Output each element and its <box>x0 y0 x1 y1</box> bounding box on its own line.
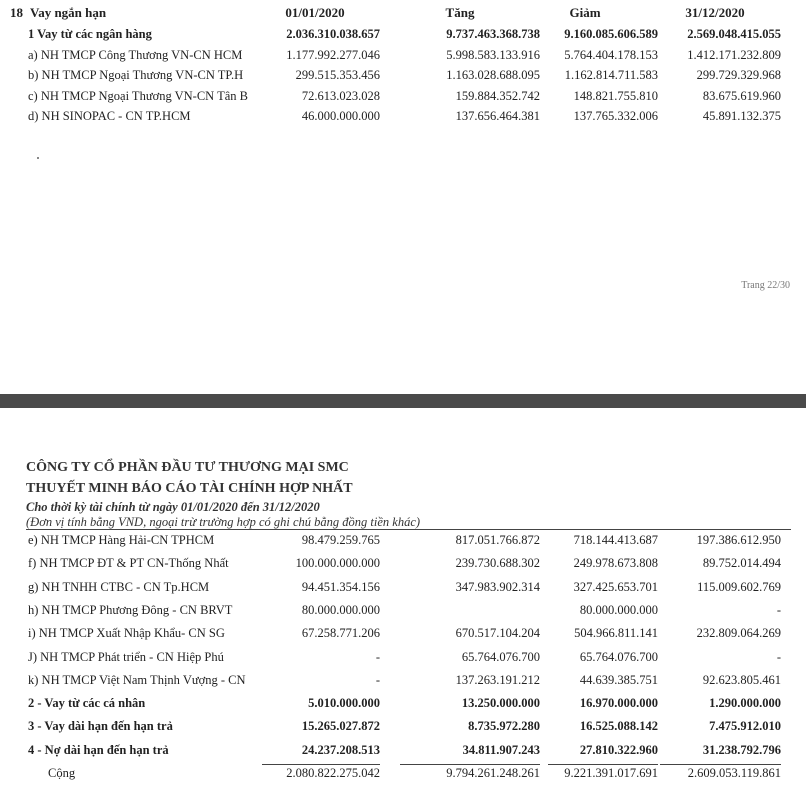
table-header <box>0 5 806 25</box>
value-increase: 159.884.352.742 <box>455 88 540 103</box>
row-label: b) NH TMCP Ngoại Thương VN-CN TP.H <box>28 68 244 82</box>
value-opening: 67.258.771.206 <box>301 626 380 641</box>
value-increase: 347.983.902.314 <box>455 579 540 594</box>
value-decrease: 65.764.076.700 <box>579 649 658 664</box>
value-closing: - <box>776 602 781 617</box>
table-row <box>0 650 806 670</box>
row-label: h) NH TMCP Phương Đông - CN BRVT <box>28 602 233 617</box>
page-1 <box>0 0 806 394</box>
value-closing: 7.475.912.010 <box>709 719 781 734</box>
value-closing: 2.569.048.415.055 <box>687 27 781 41</box>
header-decrease: Giảm <box>569 5 601 20</box>
value-increase: 817.051.766.872 <box>455 533 540 547</box>
value-decrease: 327.425.653.701 <box>573 579 658 594</box>
value-opening: 15.265.027.872 <box>301 719 380 734</box>
total-rule <box>400 764 540 765</box>
row-label: a) NH TMCP Công Thương VN-CN HCM <box>28 47 243 62</box>
value-closing: 83.675.619.960 <box>702 88 781 103</box>
value-closing: 1.412.171.232.809 <box>687 47 781 62</box>
row-label: 2 - Vay từ các cá nhân <box>28 696 146 711</box>
value-opening: 80.000.000.000 <box>301 602 380 617</box>
value-decrease: 249.978.673.808 <box>573 556 658 571</box>
value-opening: 299.515.353.456 <box>295 68 380 82</box>
table-row <box>0 48 806 68</box>
table-row <box>0 89 806 109</box>
table-row <box>0 719 806 739</box>
row-label: d) NH SINOPAC - CN TP.HCM <box>28 109 191 123</box>
value-opening: 46.000.000.000 <box>301 109 380 123</box>
page-separator <box>0 394 806 408</box>
value-opening: 5.010.000.000 <box>308 696 380 711</box>
value-closing: 197.386.612.950 <box>696 533 781 547</box>
value-increase: 65.764.076.700 <box>461 649 540 664</box>
value-opening: - <box>375 672 380 687</box>
table-row <box>0 27 806 47</box>
value-opening: 1.177.992.277.046 <box>286 47 380 62</box>
stray-dot <box>37 157 39 159</box>
value-closing: 31.238.792.796 <box>702 742 781 757</box>
value-increase: 13.250.000.000 <box>461 696 540 711</box>
value-closing: 232.809.064.269 <box>696 626 781 641</box>
header-increase: Tăng <box>445 5 475 20</box>
table-row <box>0 580 806 600</box>
total-rule <box>262 764 380 765</box>
value-decrease: 148.821.755.810 <box>573 88 658 103</box>
table-row <box>0 696 806 716</box>
value-closing: 89.752.014.494 <box>702 556 781 571</box>
value-increase: 1.163.028.688.095 <box>446 68 540 82</box>
value-closing: 2.609.053.119.861 <box>687 766 781 780</box>
section-title: Vay ngắn hạn <box>30 5 107 20</box>
report-title: THUYẾT MINH BÁO CÁO TÀI CHÍNH HỢP NHẤT <box>26 481 353 496</box>
row-label: g) NH TNHH CTBC - CN Tp.HCM <box>28 579 210 594</box>
value-increase: 34.811.907.243 <box>462 742 540 757</box>
table-row <box>0 556 806 576</box>
value-opening: 24.237.208.513 <box>301 742 380 757</box>
value-opening: 98.479.259.765 <box>301 533 380 547</box>
total-rule <box>660 764 781 765</box>
value-opening: - <box>375 649 380 664</box>
row-label: e) NH TMCP Hàng Hải-CN TPHCM <box>28 533 215 547</box>
value-closing: 1.290.000.000 <box>709 696 781 711</box>
value-increase: 8.735.972.280 <box>468 719 540 734</box>
value-increase: 137.656.464.381 <box>455 109 540 123</box>
row-label: c) NH TMCP Ngoại Thương VN-CN Tân B <box>28 88 248 103</box>
value-closing: 115.009.602.769 <box>697 579 781 594</box>
value-decrease: 16.525.088.142 <box>579 719 658 734</box>
value-opening: 2.036.310.038.657 <box>286 27 380 41</box>
table-row <box>0 626 806 646</box>
header-closing-date: 31/12/2020 <box>685 5 745 20</box>
page-2 <box>0 408 806 790</box>
value-decrease: 80.000.000.000 <box>579 602 658 617</box>
value-decrease: 137.765.332.006 <box>573 109 658 123</box>
value-closing: 45.891.132.375 <box>702 109 781 123</box>
value-decrease: 504.966.811.141 <box>574 626 658 641</box>
row-label: 4 - Nợ dài hạn đến hạn trả <box>28 742 169 757</box>
value-decrease: 5.764.404.178.153 <box>564 47 658 62</box>
total-row <box>0 766 806 786</box>
total-rule <box>548 764 658 765</box>
value-decrease: 44.639.385.751 <box>579 672 658 687</box>
table-row <box>0 68 806 88</box>
table-row <box>0 109 806 129</box>
value-decrease: 1.162.814.711.583 <box>564 68 658 82</box>
row-label: J) NH TMCP Phát triển - CN Hiệp Phú <box>28 649 224 664</box>
page-number: Trang 22/30 <box>741 280 790 291</box>
section-number: 18 <box>10 5 23 20</box>
value-opening: 94.451.354.156 <box>301 579 380 594</box>
header-opening-date: 01/01/2020 <box>285 5 345 20</box>
header-rule <box>26 529 791 530</box>
value-increase: 9.794.261.248.261 <box>446 766 540 780</box>
value-decrease: 718.144.413.687 <box>573 533 658 547</box>
value-decrease: 9.221.391.017.691 <box>564 766 658 780</box>
value-decrease: 9.160.085.606.589 <box>564 27 658 41</box>
company-name: CÔNG TY CỔ PHẦN ĐẦU TƯ THƯƠNG MẠI SMC <box>26 460 349 475</box>
value-increase: 137.263.191.212 <box>455 672 540 687</box>
value-decrease: 16.970.000.000 <box>579 696 658 711</box>
table-row <box>0 603 806 623</box>
value-opening: 100.000.000.000 <box>295 556 380 571</box>
row-label: f) NH TMCP ĐT & PT CN-Thống Nhất <box>28 556 229 571</box>
unit-note: (Đơn vị tính bằng VND, ngoại trừ trường hợp có ghi chú bằng đồng tiền khác) <box>26 515 421 529</box>
reporting-period: Cho thời kỳ tài chính từ ngày 01/01/2020 đến 31/12/2020 <box>26 500 320 514</box>
value-opening: 2.080.822.275.042 <box>286 766 380 780</box>
row-label: 3 - Vay dài hạn đến hạn trả <box>28 719 173 734</box>
value-increase: 9.737.463.368.738 <box>446 27 540 41</box>
row-label: Cộng <box>48 766 76 780</box>
table-row <box>0 533 806 553</box>
row-label: k) NH TMCP Việt Nam Thịnh Vượng - CN <box>28 672 246 687</box>
value-closing: 92.623.805.461 <box>702 672 781 687</box>
value-closing: - <box>776 649 781 664</box>
table-row <box>0 743 806 763</box>
value-increase: 239.730.688.302 <box>455 556 540 571</box>
row-label: 1 Vay từ các ngân hàng <box>28 27 152 41</box>
row-label: i) NH TMCP Xuất Nhập Khẩu- CN SG <box>28 626 225 641</box>
value-closing: 299.729.329.968 <box>696 68 781 82</box>
value-increase: 670.517.104.204 <box>455 626 540 641</box>
table-row <box>0 673 806 693</box>
value-increase: 5.998.583.133.916 <box>446 47 540 62</box>
value-decrease: 27.810.322.960 <box>579 742 658 757</box>
value-opening: 72.613.023.028 <box>301 88 380 103</box>
